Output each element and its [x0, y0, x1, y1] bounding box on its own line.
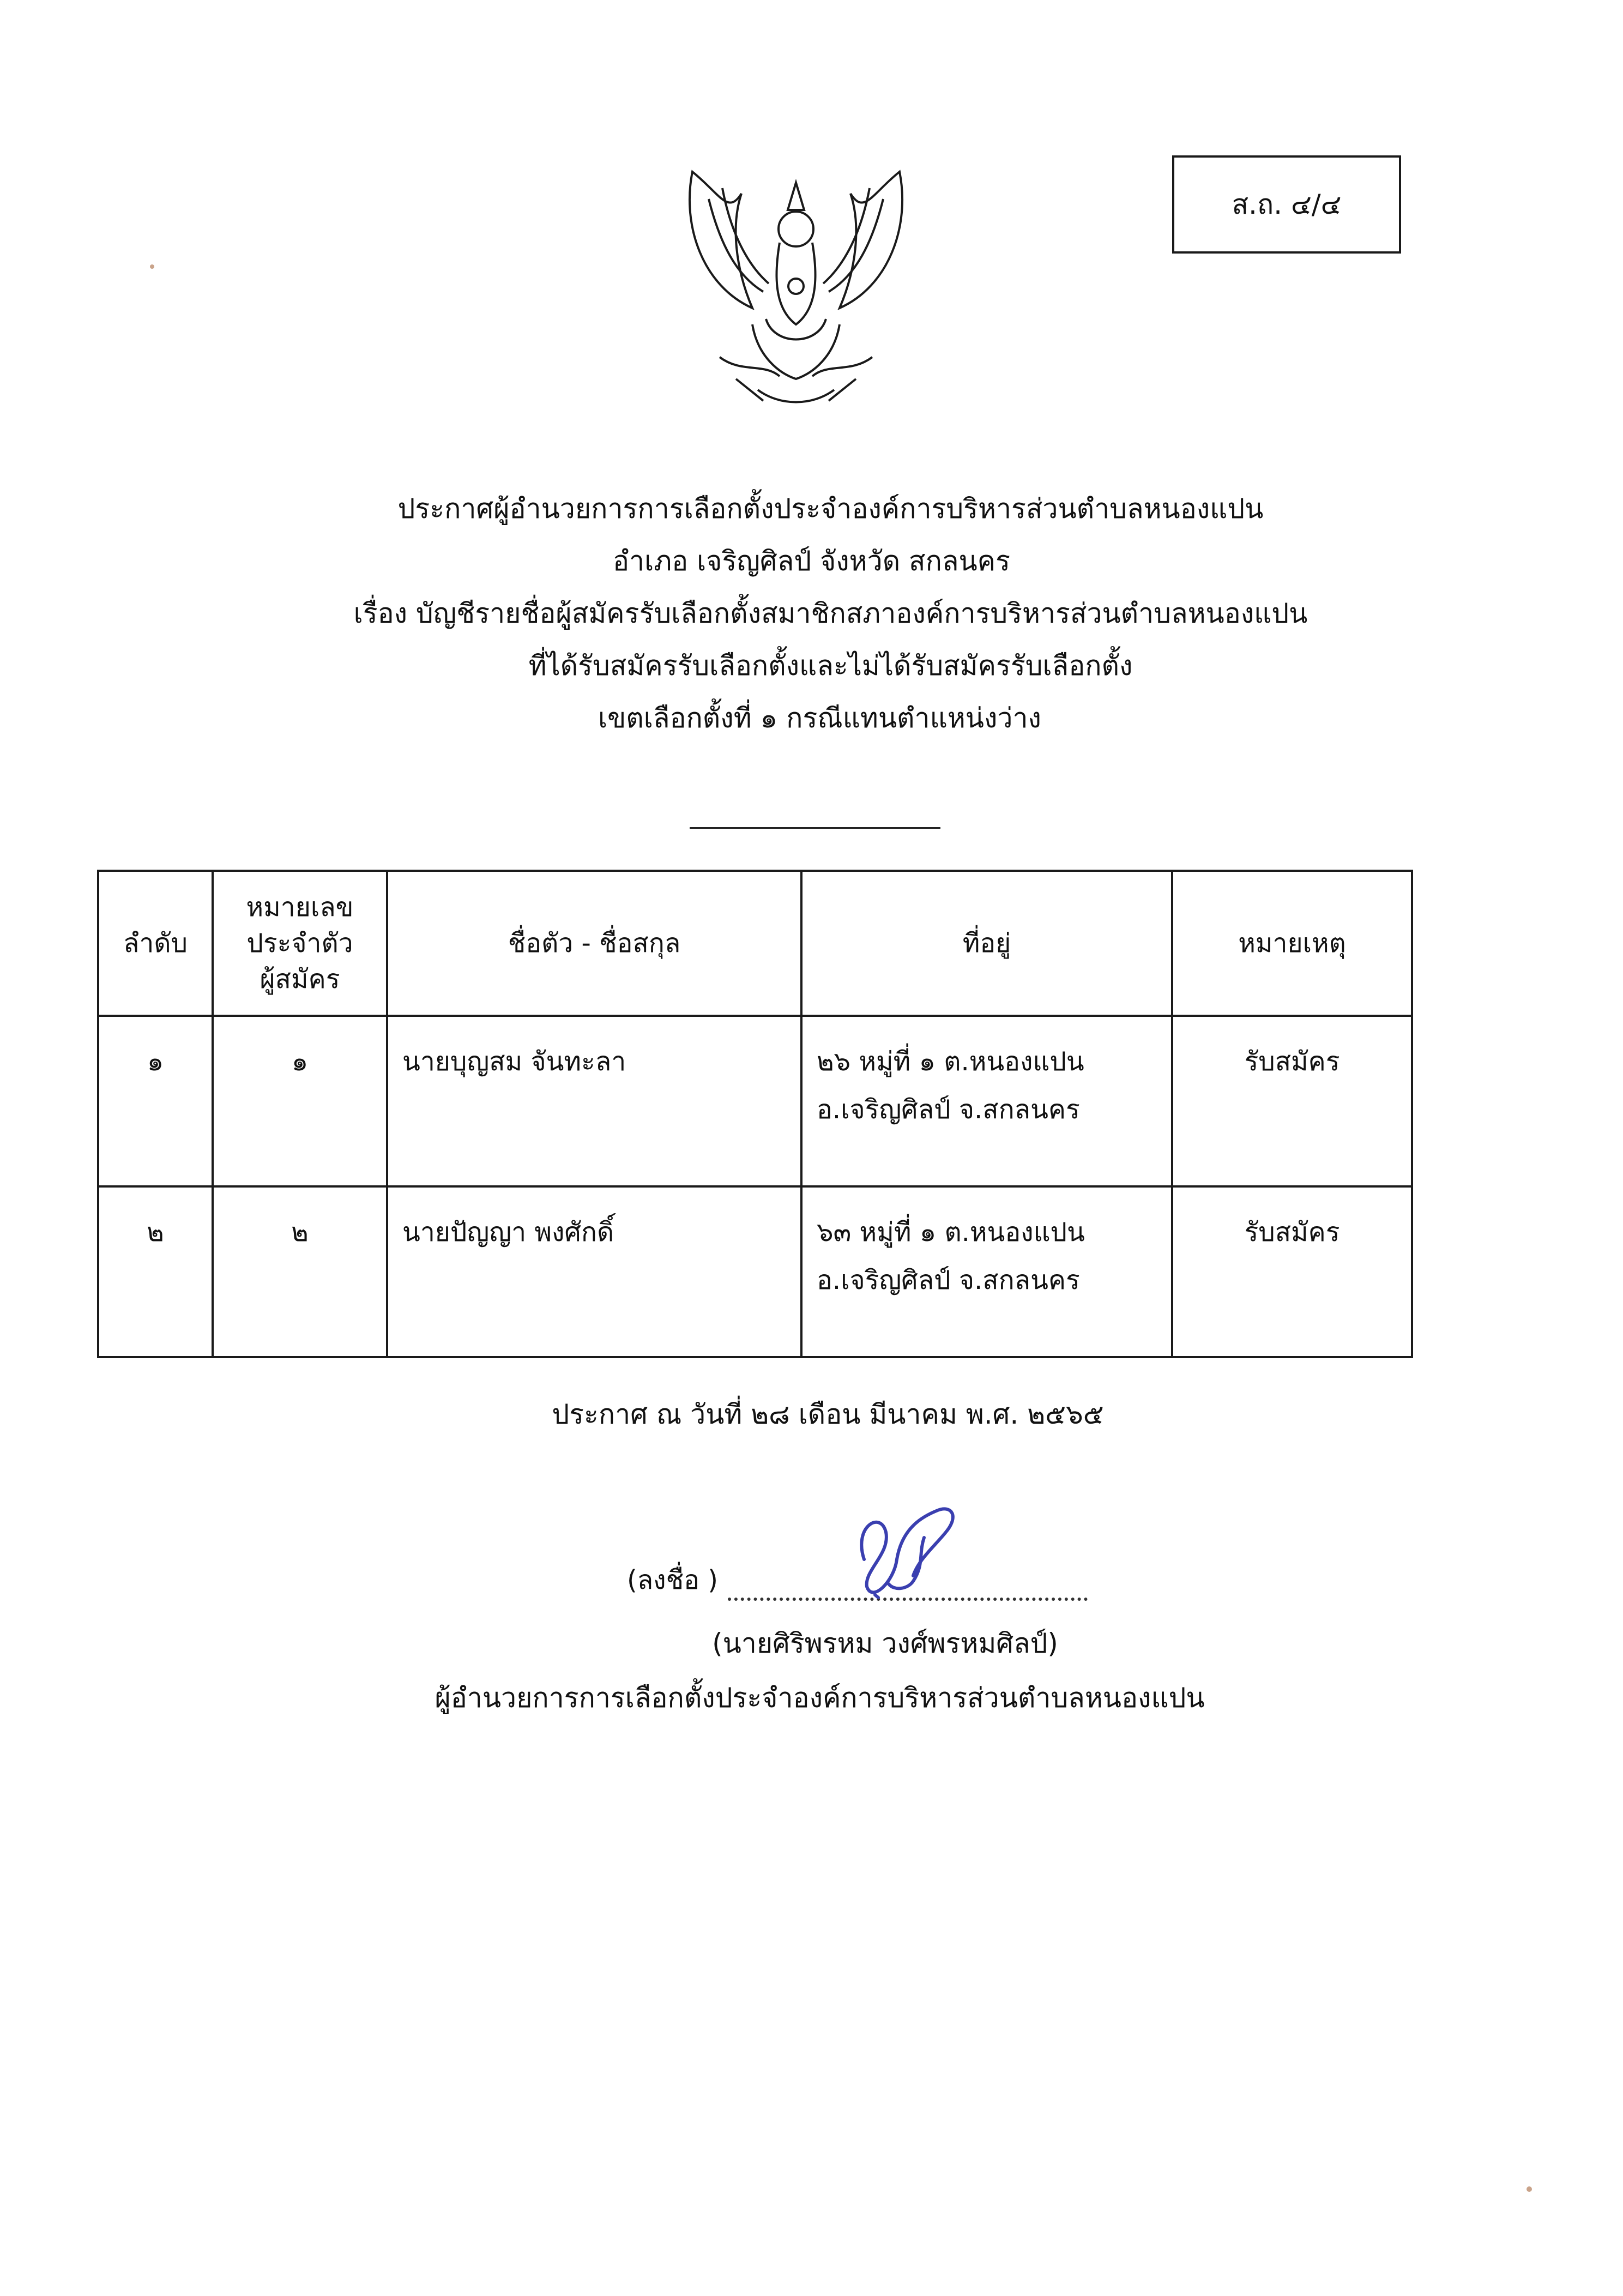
cell-number: ๑ — [213, 1016, 387, 1186]
cell-number: ๒ — [213, 1186, 387, 1357]
cell-order: ๑ — [98, 1016, 213, 1186]
cell-remark: รับสมัคร — [1172, 1186, 1412, 1357]
signer-name: (นายศิริพรหม วงศ์พรหมศิลป์) — [712, 1628, 1058, 1659]
candidate-table — [97, 870, 1413, 1358]
cell-order: ๒ — [98, 1186, 213, 1357]
cell-name: นายปัญญา พงศักดิ์ — [387, 1186, 801, 1357]
table-header-row — [98, 871, 1412, 1016]
announcement-date: ประกาศ ณ วันที่ ๒๘ เดือน มีนาคม พ.ศ. ๒๕๖๕ — [552, 1399, 1104, 1430]
signer-title: ผู้อำนวยการการเลือกตั้งประจำองค์การบริหารส่วนตำบลหนองแปน — [435, 1682, 1205, 1714]
address-line-2: อ.เจริญศิลป์ จ.สกลนคร — [817, 1265, 1080, 1295]
header-line-3: เรื่อง บัญชีรายชื่อผู้สมัครรับเลือกตั้งสมาชิกสภาองค์การบริหารส่วนตำบลหนองแปน — [353, 598, 1308, 629]
address-line-2: อ.เจริญศิลป์ จ.สกลนคร — [817, 1094, 1080, 1125]
header-remark: หมายเหตุ — [1172, 871, 1412, 1016]
header-address: ที่อยู่ — [801, 871, 1172, 1016]
address-line-1: ๒๖ หมู่ที่ ๑ ต.หนองแปน — [817, 1046, 1084, 1077]
header-line-4: ที่ได้รับสมัครรับเลือกตั้งและไม่ได้รับสมัครรับเลือกตั้ง — [528, 650, 1133, 682]
header-number-line-1: หมายเลข — [246, 892, 354, 923]
header-divider — [690, 827, 940, 829]
table-row — [98, 1186, 1412, 1357]
handwritten-signature — [842, 1494, 968, 1608]
header-number-line-3: ผู้สมัคร — [260, 964, 340, 995]
scan-speck — [150, 264, 154, 269]
cell-address — [801, 1016, 1172, 1186]
cell-remark: รับสมัคร — [1172, 1016, 1412, 1186]
form-code-box — [1172, 155, 1401, 254]
header-number — [213, 871, 387, 1016]
address-line-1: ๖๓ หมู่ที่ ๑ ต.หนองแปน — [817, 1217, 1085, 1248]
header-order: ลำดับ — [98, 871, 213, 1016]
signature-label: (ลงชื่อ ) — [627, 1565, 718, 1595]
header-name: ชื่อตัว - ชื่อสกุล — [387, 871, 801, 1016]
header-line-5: เขตเลือกตั้งที่ ๑ กรณีแทนตำแหน่งว่าง — [598, 702, 1041, 734]
header-line-2: อำเภอ เจริญศิลป์ จังหวัด สกลนคร — [613, 545, 1010, 577]
cell-name: นายบุญสม จันทะลา — [387, 1016, 801, 1186]
garuda-emblem-icon — [671, 161, 921, 417]
header-line-1: ประกาศผู้อำนวยการการเลือกตั้งประจำองค์การบริหารส่วนตำบลหนองแปน — [397, 493, 1264, 525]
scan-speck — [1527, 2186, 1532, 2192]
header-number-line-2: ประจำตัว — [246, 928, 353, 959]
form-code: ส.ถ. ๔/๔ — [1232, 188, 1342, 220]
table-row — [98, 1016, 1412, 1186]
announcement-header — [0, 483, 1623, 744]
cell-address — [801, 1186, 1172, 1357]
